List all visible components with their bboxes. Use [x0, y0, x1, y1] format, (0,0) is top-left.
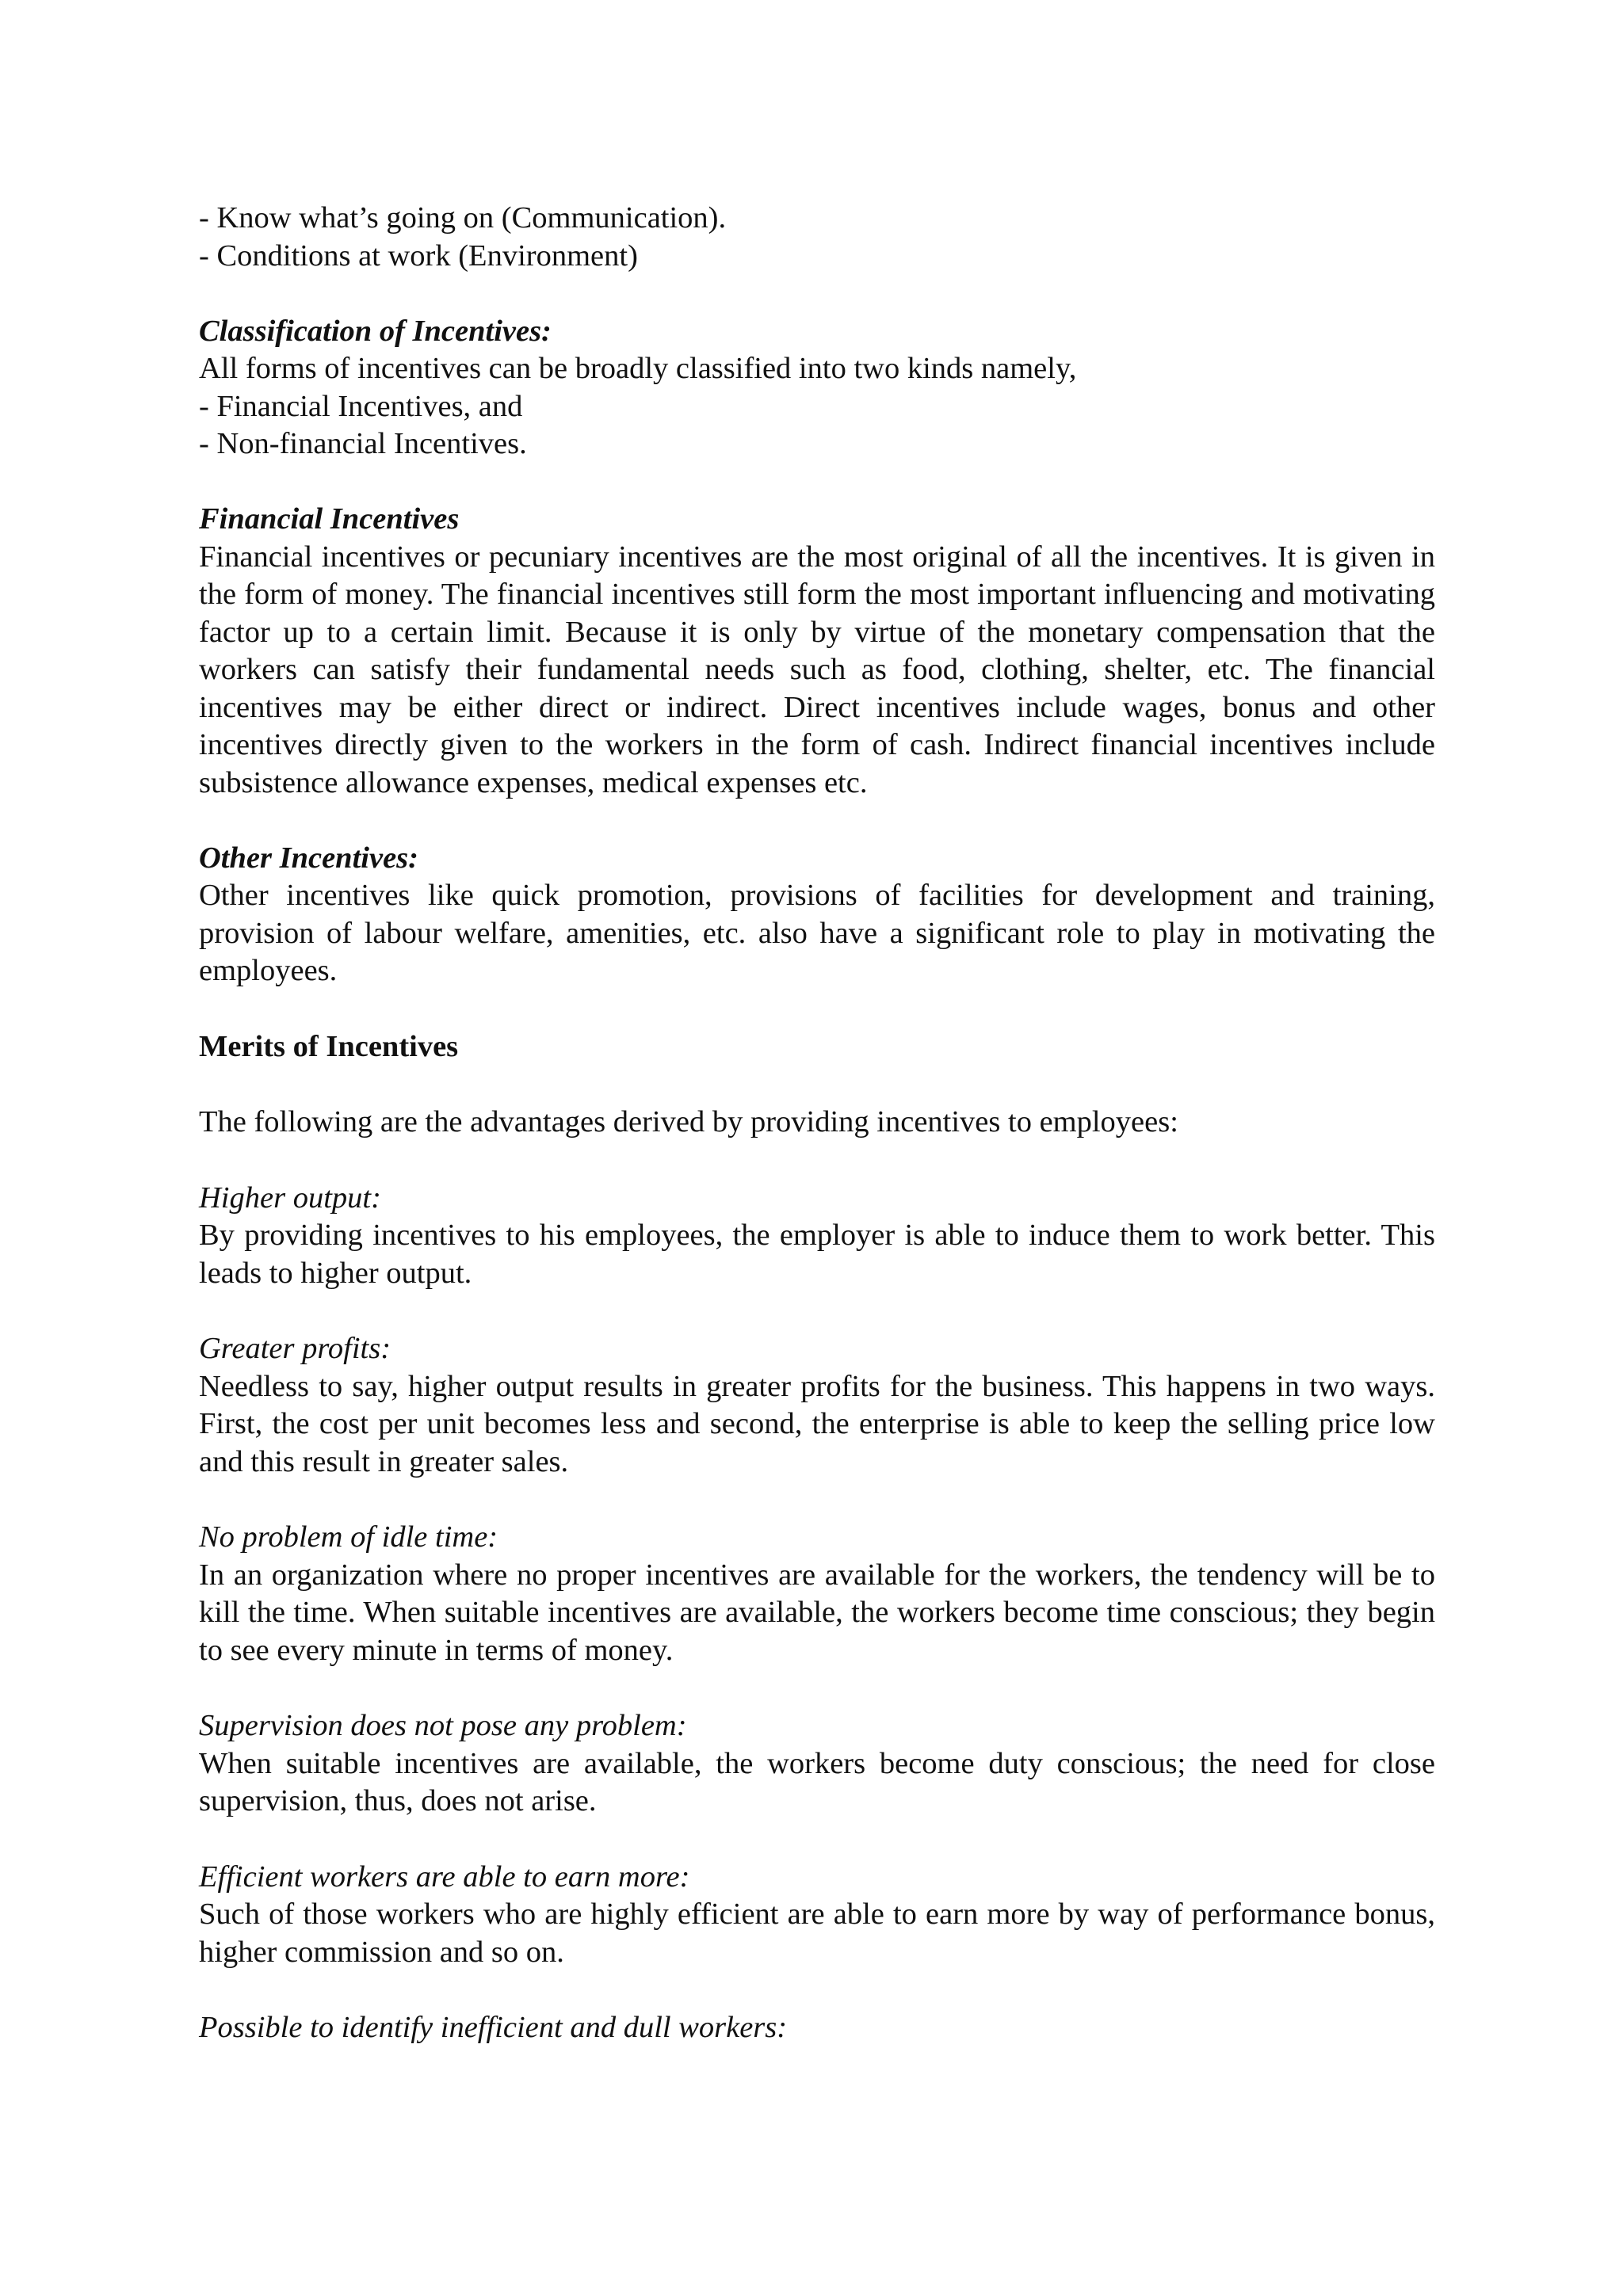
merit-body-idle-time: In an organization where no proper incentives are available for the workers, the tendency will be to kill the time. When suitable incentives are available, the workers become time conscious; they begin to see every minute in terms of money. — [199, 1558, 1435, 1667]
merit-body-efficient-workers: Such of those workers who are highly efficient are able to earn more by way of performance bonus, higher commission and so on. — [199, 1897, 1435, 1969]
classification-intro: All forms of incentives can be broadly classified into two kinds namely, — [199, 352, 1077, 385]
financial-paragraph: Financial incentives or pecuniary incentives are the most original of all the incentives. It is given in the form of money. The financial incentives still form the most important influencing and motivating factor up to a certain limit. Because it is only by virtue of the monetary compensation that the workers can satisfy their fundamental needs such as food, clothing, shelter, etc. The financial incentives may be either direct or indirect. Direct incentives include wages, bonus and other incentives directly given to the workers in the form of cash. Indirect financial incentives include subsistence allowance expenses, medical expenses etc. — [199, 540, 1435, 799]
spacer — [199, 1481, 1435, 1519]
spacer — [199, 1971, 1435, 2009]
merit-body-greater-profits: Needless to say, higher output results in greater profits for the business. This happens in two ways. First, the cost per unit becomes less and second, the enterprise is able to keep the selling price low and this result in greater sales. — [199, 1369, 1435, 1478]
spacer — [199, 1142, 1435, 1180]
other-paragraph: Other incentives like quick promotion, provisions of facilities for development and training, provision of labour welfare, amenities, etc. also have a significant role to play in motivating the employees. — [199, 879, 1435, 987]
classification-item-non-financial: - Non-financial Incentives. — [199, 427, 527, 460]
financial-heading: Financial Incentives — [199, 502, 460, 536]
merit-body-higher-output: By providing incentives to his employees, the employer is able to induce them to work better. This leads to higher output. — [199, 1219, 1435, 1290]
spacer — [199, 1821, 1435, 1859]
merit-title-greater-profits: Greater profits: — [199, 1332, 391, 1365]
merit-title-supervision: Supervision does not pose any problem: — [199, 1709, 687, 1742]
merit-title-idle-time: No problem of idle time: — [199, 1520, 498, 1554]
classification-heading: Classification of Incentives: — [199, 314, 552, 348]
spacer — [199, 275, 1435, 313]
merit-title-identify-inefficient: Possible to identify inefficient and dull workers: — [199, 2011, 788, 2044]
merits-intro: The following are the advantages derived by providing incentives to employees: — [199, 1105, 1178, 1138]
spacer — [199, 1292, 1435, 1330]
merit-title-efficient-workers: Efficient workers are able to earn more: — [199, 1859, 690, 1894]
spacer — [199, 463, 1435, 502]
document-page — [199, 200, 1435, 2047]
merit-body-supervision: When suitable incentives are available, the workers become duty conscious; the need for close supervision, thus, does not arise. — [199, 1746, 1435, 1817]
list-item-communication: - Know what’s going on (Communication). — [199, 201, 727, 235]
other-heading: Other Incentives: — [199, 841, 418, 875]
spacer — [199, 802, 1435, 840]
list-item-environment: - Conditions at work (Environment) — [199, 238, 638, 273]
spacer — [199, 990, 1435, 1028]
merit-title-higher-output: Higher output: — [199, 1180, 381, 1215]
spacer — [199, 1669, 1435, 1707]
spacer — [199, 1066, 1435, 1104]
classification-item-financial: - Financial Incentives, and — [199, 389, 523, 423]
merits-heading: Merits of Incentives — [199, 1029, 459, 1063]
